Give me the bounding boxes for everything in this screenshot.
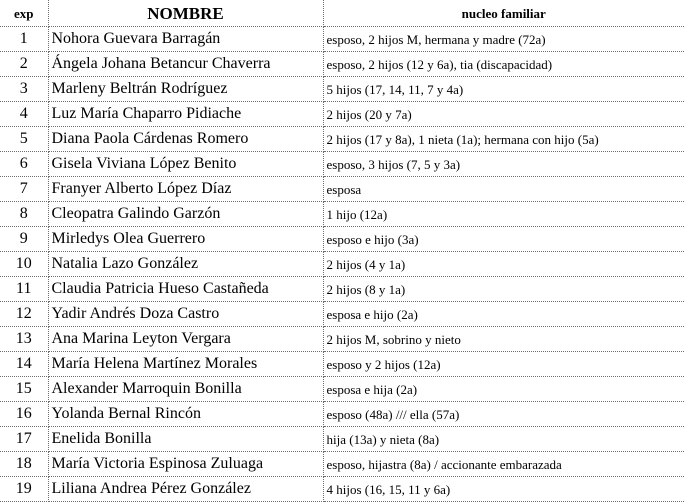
family-cell: 2 hijos (8 y 1a) [323,277,684,302]
name-cell: Ana Marina Leyton Vergara [48,327,323,352]
name-cell: Yadir Andrés Doza Castro [48,302,323,327]
table-row [0,302,684,327]
exp-cell: 9 [0,227,48,252]
table-row [0,277,684,302]
exp-cell: 10 [0,252,48,277]
table-row [0,102,684,127]
table-row [0,352,684,377]
table-row [0,127,684,152]
table-row [0,327,684,352]
table-row [0,477,684,502]
name-cell: Nohora Guevara Barragán [48,27,323,52]
family-cell: esposo e hijo (3a) [323,227,684,252]
family-cell: esposo y 2 hijos (12a) [323,352,684,377]
exp-cell: 15 [0,377,48,402]
name-cell: Ángela Johana Betancur Chaverra [48,52,323,77]
exp-cell: 1 [0,27,48,52]
family-cell: esposa e hija (2a) [323,377,684,402]
name-cell: Marleny Beltrán Rodríguez [48,77,323,102]
family-cell: 2 hijos M, sobrino y nieto [323,327,684,352]
exp-cell: 17 [0,427,48,452]
table-row [0,152,684,177]
name-cell: Yolanda Bernal Rincón [48,402,323,427]
family-cell: esposo, 3 hijos (7, 5 y 3a) [323,152,684,177]
family-cell: esposa e hijo (2a) [323,302,684,327]
table-row [0,77,684,102]
table-row [0,377,684,402]
exp-cell: 13 [0,327,48,352]
name-cell: Enelida Bonilla [48,427,323,452]
family-cell: 2 hijos (20 y 7a) [323,102,684,127]
name-cell: Diana Paola Cárdenas Romero [48,127,323,152]
table-row [0,202,684,227]
exp-cell: 18 [0,452,48,477]
name-cell: Franyer Alberto López Díaz [48,177,323,202]
exp-cell: 11 [0,277,48,302]
exp-cell: 8 [0,202,48,227]
family-cell: 1 hijo (12a) [323,202,684,227]
header-family: nucleo familiar [323,0,684,27]
table-row [0,402,684,427]
exp-cell: 19 [0,477,48,502]
name-cell: Natalia Lazo González [48,252,323,277]
exp-cell: 6 [0,152,48,177]
family-cell: esposo (48a) /// ella (57a) [323,402,684,427]
name-cell: Gisela Viviana López Benito [48,152,323,177]
name-cell: Cleopatra Galindo Garzón [48,202,323,227]
family-cell: 2 hijos (17 y 8a), 1 nieta (1a); hermana con hijo (5a) [323,127,684,152]
table-body [0,27,684,502]
exp-cell: 5 [0,127,48,152]
exp-cell: 7 [0,177,48,202]
exp-cell: 14 [0,352,48,377]
name-cell: Luz María Chaparro Pidiache [48,102,323,127]
family-cell: esposa [323,177,684,202]
table-row [0,452,684,477]
header-name: NOMBRE [48,0,323,27]
family-cell: hija (13a) y nieta (8a) [323,427,684,452]
exp-cell: 2 [0,52,48,77]
table-row [0,427,684,452]
exp-cell: 3 [0,77,48,102]
family-cell: esposo, 2 hijos M, hermana y madre (72a) [323,27,684,52]
family-cell: 4 hijos (16, 15, 11 y 6a) [323,477,684,502]
header-row [0,0,684,27]
family-cell: 2 hijos (4 y 1a) [323,252,684,277]
name-cell: María Helena Martínez Morales [48,352,323,377]
name-cell: Claudia Patricia Hueso Castañeda [48,277,323,302]
table-row [0,252,684,277]
name-cell: Liliana Andrea Pérez González [48,477,323,502]
table-row [0,227,684,252]
table-row [0,52,684,77]
exp-cell: 12 [0,302,48,327]
name-cell: María Victoria Espinosa Zuluaga [48,452,323,477]
name-cell: Mirledys Olea Guerrero [48,227,323,252]
table-row [0,177,684,202]
family-cell: esposo, 2 hijos (12 y 6a), tia (discapacidad) [323,52,684,77]
exp-cell: 16 [0,402,48,427]
exp-cell: 4 [0,102,48,127]
name-cell: Alexander Marroquin Bonilla [48,377,323,402]
family-cell: 5 hijos (17, 14, 11, 7 y 4a) [323,77,684,102]
header-exp: exp [0,0,48,27]
table-row [0,27,684,52]
family-cell: esposo, hijastra (8a) / accionante embarazada [323,452,684,477]
